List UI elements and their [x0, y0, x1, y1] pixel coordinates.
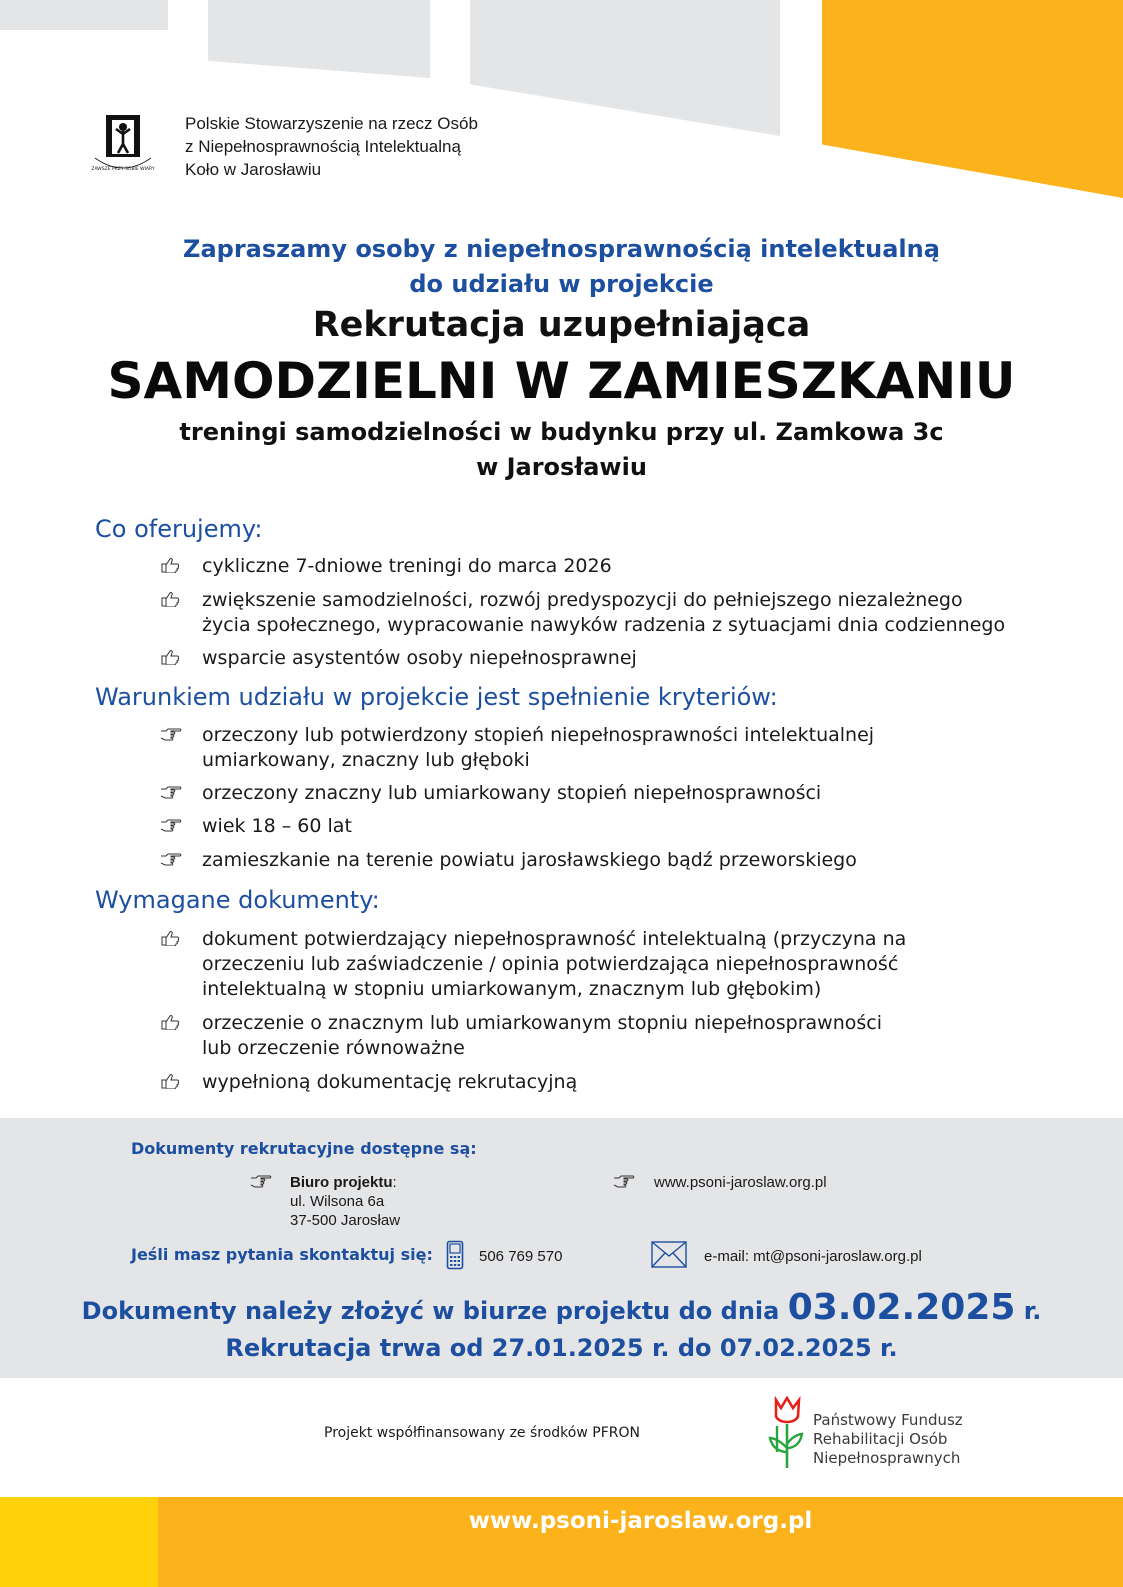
header-decor-grey-2: [208, 0, 430, 78]
thumbs-up-icon: [160, 1073, 182, 1089]
pfron-name-line-1: Państwowy Fundusz: [813, 1411, 963, 1429]
availability-heading: Dokumenty rekrutacyjne dostępne są:: [131, 1139, 477, 1158]
documents-item-text: wypełnioną dokumentację rekrutacyjną: [202, 1071, 578, 1093]
organization-name-line-3: Koło w Jarosławiu: [185, 160, 322, 179]
contact-heading: Jeśli masz pytania skontaktuj się:: [131, 1245, 433, 1264]
subtitle-line-2: w Jarosławiu: [476, 453, 647, 481]
criteria-item-text: umiarkowany, znaczny lub głęboki: [202, 749, 530, 771]
thumbs-up-icon: [160, 557, 182, 573]
deadline-date: 03.02.2025: [787, 1287, 1016, 1328]
deadline-suffix: r.: [1023, 1297, 1042, 1325]
pfron-name: [813, 1411, 963, 1468]
documents-item-text: dokument potwierdzający niepełnosprawność intelektualną (przyczyna na: [202, 928, 907, 950]
pointing-hand-icon: [160, 784, 182, 800]
criteria-item-text: wiek 18 – 60 lat: [202, 815, 352, 837]
office-label: Biuro projektu: [290, 1174, 393, 1191]
header-decor-grey-1: [0, 0, 168, 30]
thumbs-up-icon: [160, 591, 182, 607]
header-decor-orange: [822, 0, 1123, 198]
pointing-hand-icon: [249, 1173, 273, 1189]
deadline-line: [0, 1287, 1123, 1328]
thumbs-up-icon: [160, 1014, 182, 1030]
criteria-item-text: orzeczony lub potwierdzony stopień niepełnosprawności intelektualnej: [202, 724, 875, 746]
criteria-item-text: zamieszkanie na terenie powiatu jarosławskiego bądź przeworskiego: [202, 849, 857, 871]
pfron-tulip-icon: [768, 1396, 806, 1470]
documents-item-text: orzeczenie o znacznym lub umiarkowanym stopniu niepełnosprawności: [202, 1012, 883, 1034]
office-city: 37-500 Jarosław: [290, 1212, 401, 1229]
offer-item-text: cykliczne 7-dniowe treningi do marca 2026: [202, 555, 612, 577]
subtitle-line-1: treningi samodzielności w budynku przy ul. Zamkowa 3c: [179, 418, 944, 446]
documents-item-text: orzeczeniu lub zaświadczenie / opinia potwierdzająca niepełnosprawność: [202, 953, 899, 975]
offer-item-text: życia społecznego, wypracowanie nawyków radzenia z sytuacjami dnia codziennego: [202, 614, 1006, 636]
pfron-name-line-3: Niepełnosprawnych: [813, 1449, 961, 1467]
phone-number[interactable]: 506 769 570: [479, 1248, 563, 1265]
envelope-icon: [651, 1241, 687, 1268]
office-street: ul. Wilsona 6a: [290, 1193, 385, 1210]
offer-item-text: zwiększenie samodzielności, rozwój predyspozycji do pełniejszego niezależnego: [202, 589, 963, 611]
offer-heading: Co oferujemy:: [95, 515, 263, 543]
documents-item-text: intelektualną w stopniu umiarkowanym, znacznym lub głębokim): [202, 978, 822, 1000]
thumbs-up-icon: [160, 649, 182, 665]
invitation-line-2: do udziału w projekcie: [409, 270, 714, 298]
funding-text: Projekt współfinansowany ze środków PFRON: [324, 1425, 640, 1441]
logo-motto: ZAWSZE PRZY SOBIE WIARY: [91, 167, 155, 172]
pointing-hand-icon: [612, 1173, 636, 1189]
office-block: [290, 1173, 400, 1230]
recruitment-period: Rekrutacja trwa od 27.01.2025 r. do 07.02.2025 r.: [225, 1334, 898, 1362]
deadline-text: Dokumenty należy złożyć w biurze projektu do dnia: [81, 1297, 780, 1325]
footer-website-link[interactable]: www.psoni-jaroslaw.org.pl: [468, 1508, 813, 1534]
criteria-item-text: orzeczony znaczny lub umiarkowany stopień niepełnosprawności: [202, 782, 822, 804]
header-decor-grey-3: [470, 0, 780, 136]
pointing-hand-icon: [160, 851, 182, 867]
phone-icon: [446, 1240, 464, 1270]
psoni-logo-icon: [90, 112, 156, 178]
pfron-name-line-2: Rehabilitacji Osób: [813, 1430, 948, 1448]
documents-item-text: lub orzeczenie równoważne: [202, 1037, 465, 1059]
office-colon: :: [392, 1174, 397, 1191]
documents-heading: Wymagane dokumenty:: [95, 886, 380, 914]
organization-name-line-2: z Niepełnosprawnością Intelektualną: [185, 137, 461, 156]
project-title: SAMODZIELNI W ZAMIESZKANIU: [107, 352, 1016, 410]
invitation-line-1: Zapraszamy osoby z niepełnosprawnością intelektualną: [183, 235, 940, 263]
organization-name-line-1: Polskie Stowarzyszenie na rzecz Osób: [185, 114, 478, 133]
website-link[interactable]: www.psoni-jaroslaw.org.pl: [654, 1174, 827, 1191]
email-address[interactable]: e-mail: mt@psoni-jaroslaw.org.pl: [704, 1248, 922, 1265]
criteria-heading: Warunkiem udziału w projekcie jest spełnienie kryteriów:: [95, 683, 778, 711]
footer-decor-yellow: [0, 1497, 158, 1587]
recruitment-title: Rekrutacja uzupełniająca: [312, 305, 811, 345]
pointing-hand-icon: [160, 726, 182, 742]
offer-item-text: wsparcie asystentów osoby niepełnosprawnej: [202, 647, 637, 669]
thumbs-up-icon: [160, 930, 182, 946]
organization-name: [185, 112, 478, 181]
pointing-hand-icon: [160, 817, 182, 833]
